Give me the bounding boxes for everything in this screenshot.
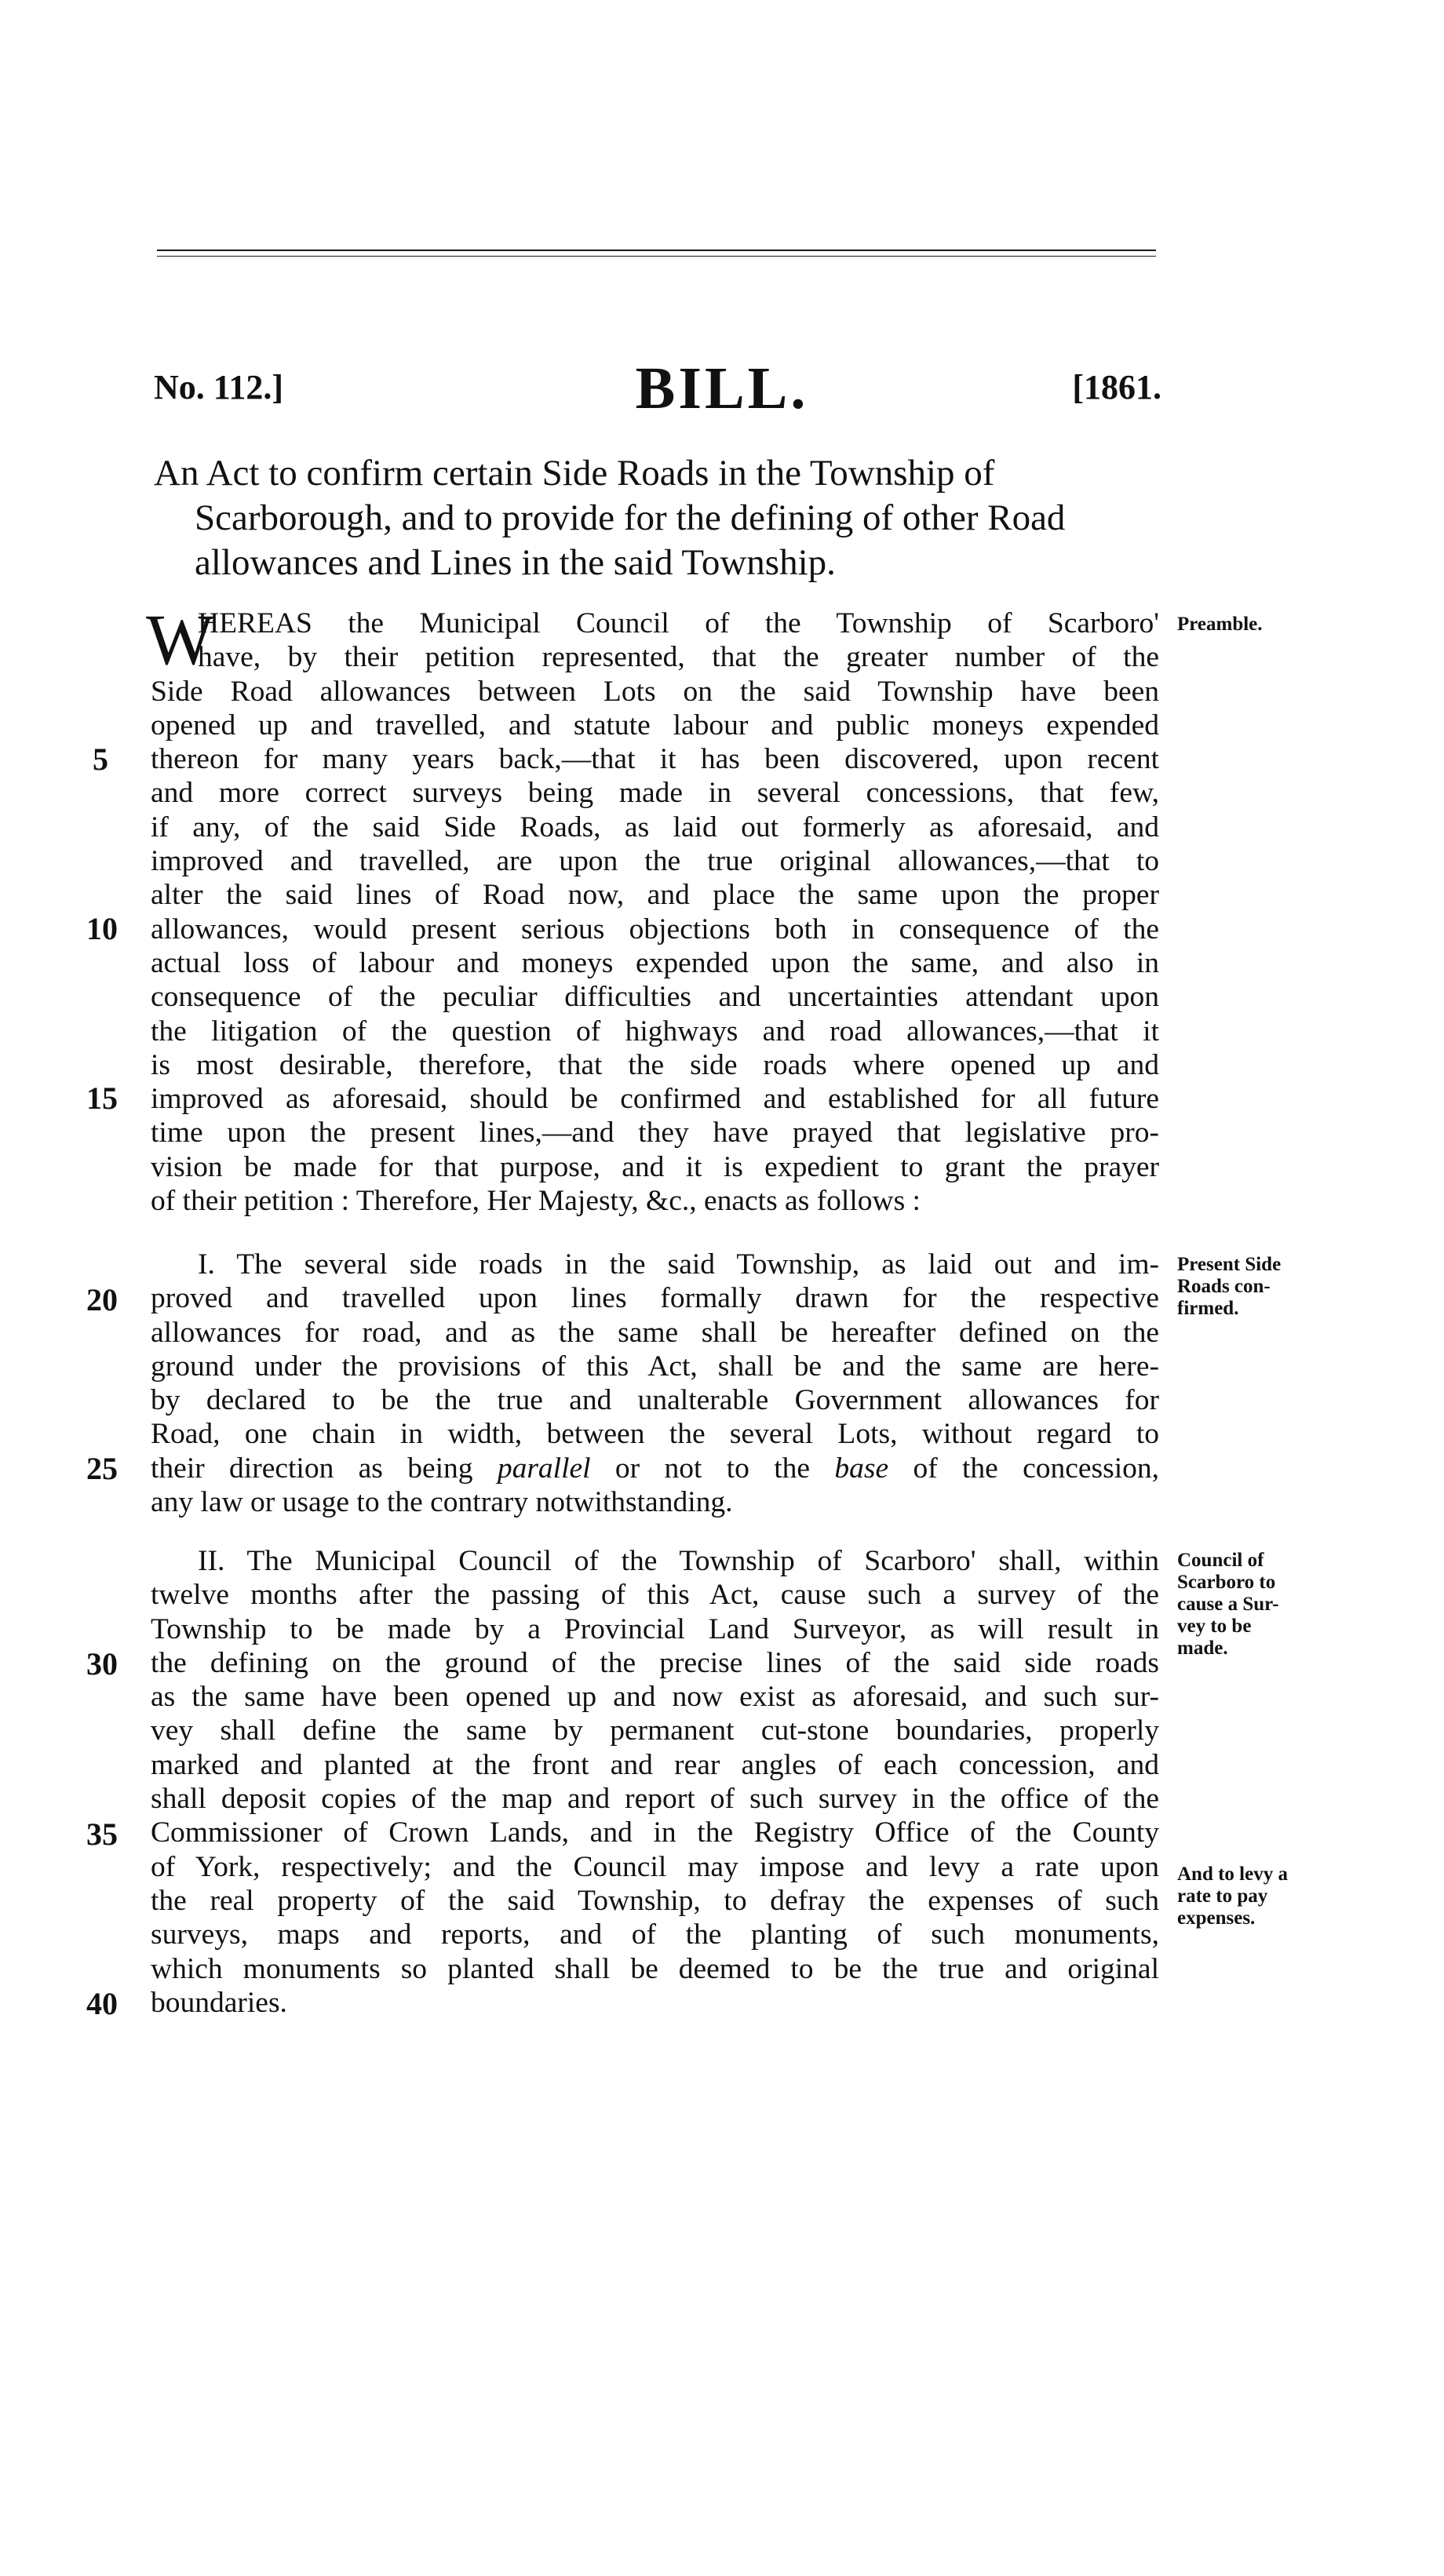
- preamble-line: time upon the present lines,—and they have prayed that legislative pro-: [151, 1117, 1159, 1150]
- section-1-text: their direction as being: [151, 1452, 473, 1485]
- marginal-note-line: expenses.: [1177, 1907, 1256, 1929]
- marginal-note-line: made.: [1177, 1638, 1228, 1659]
- section-2-line: the defining on the ground of the precise lines of the said side roads: [151, 1646, 1159, 1679]
- preamble-line: of their petition : Therefore, Her Majesty, &c., enacts as follows :: [151, 1185, 921, 1218]
- bill-year: [1861.: [1072, 368, 1161, 406]
- section-2-line: as the same have been opened up and now exist as aforesaid, and such sur-: [151, 1681, 1159, 1714]
- section-1-line-mixed: [151, 1452, 1159, 1485]
- bill-title: BILL.: [635, 355, 809, 421]
- section-1-text: of the concession,: [913, 1452, 1160, 1485]
- preamble-paragraph: [146, 599, 1159, 1218]
- section-1-line: by declared to be the true and unalterable Government allowances for: [151, 1384, 1159, 1417]
- preamble-line: and more correct surveys being made in several concessions, that few,: [151, 777, 1159, 810]
- section-2-line: vey shall define the same by permanent cut-stone boundaries, properly: [151, 1714, 1159, 1747]
- preamble-line: Side Road allowances between Lots on the said Township have been: [151, 675, 1159, 708]
- section-2-line: the real property of the said Township, to defray the expenses of such: [151, 1884, 1159, 1917]
- section-1-line: any law or usage to the contrary notwithstanding.: [151, 1486, 733, 1519]
- italic-word-parallel: parallel: [497, 1452, 591, 1485]
- preamble-line: vision be made for that purpose, and it is expedient to grant the prayer: [151, 1150, 1159, 1183]
- line-number-5: 5: [93, 741, 108, 777]
- preamble-line: improved as aforesaid, should be confirmed and established for all future: [151, 1083, 1159, 1116]
- section-1-line: ground under the provisions of this Act, shall be and the same are here-: [151, 1350, 1159, 1383]
- preamble-line: improved and travelled, are upon the true original allowances,—that to: [151, 845, 1159, 878]
- act-title-line: Scarborough, and to provide for the defining of other Road: [195, 497, 1066, 538]
- section-2-line: which monuments so planted shall be deemed to be the true and original: [151, 1952, 1159, 1985]
- section-1-text: or not to the: [614, 1452, 811, 1485]
- section-1-line: proved and travelled upon lines formally drawn for the respective: [151, 1282, 1159, 1315]
- marginal-note-council-survey: [1177, 1550, 1311, 1660]
- line-number-35: 35: [86, 1816, 118, 1852]
- act-title: [154, 451, 1166, 585]
- act-title-line: allowances and Lines in the said Township.: [195, 542, 836, 583]
- marginal-note-line: Preamble.: [1177, 614, 1263, 635]
- preamble-line: alter the said lines of Road now, and place the same upon the proper: [151, 879, 1159, 912]
- preamble-line: is most desirable, therefore, that the side roads where opened up and: [151, 1048, 1159, 1081]
- preamble-line: have, by their petition represented, that the greater number of the: [198, 641, 1159, 674]
- marginal-note-line: cause a Sur-: [1177, 1594, 1279, 1615]
- marginal-note-line: Scarboro to: [1177, 1572, 1276, 1593]
- dropcap-letter: W: [146, 599, 214, 680]
- section-2-line: Township to be made by a Provincial Land Surveyor, as will result in: [151, 1612, 1159, 1645]
- section-2-line: surveys, maps and reports, and of the planting of such monuments,: [151, 1918, 1159, 1951]
- section-2-line: boundaries.: [151, 1986, 287, 2019]
- section-1-paragraph: [151, 1248, 1159, 1519]
- marginal-note-line: Present Side: [1177, 1254, 1282, 1275]
- section-2-line: Commissioner of Crown Lands, and in the Registry Office of the County: [151, 1816, 1159, 1849]
- top-rule: [157, 250, 1156, 251]
- line-number-40: 40: [86, 1986, 118, 2021]
- act-title-line: An Act to confirm certain Side Roads in the Township of: [154, 453, 995, 494]
- line-number-25: 25: [86, 1451, 118, 1486]
- marginal-note-line: And to levy a: [1177, 1864, 1288, 1885]
- section-1-line: Road, one chain in width, between the several Lots, without regard to: [151, 1418, 1159, 1451]
- line-number-10: 10: [86, 911, 118, 946]
- marginal-note-levy-rate: [1177, 1864, 1311, 1929]
- preamble-line-text: HEREAS the Municipal Council of the Township of Scarboro': [198, 607, 1159, 639]
- top-rule-second: [157, 256, 1156, 257]
- marginal-note-line: Council of: [1177, 1550, 1264, 1571]
- preamble-line: thereon for many years back,—that it has been discovered, upon recent: [151, 743, 1159, 776]
- preamble-line: consequence of the peculiar difficulties and uncertainties attendant upon: [151, 981, 1159, 1014]
- section-2-line: of York, respectively; and the Council may impose and levy a rate upon: [151, 1850, 1159, 1883]
- marginal-note-line: Roads con-: [1177, 1276, 1271, 1297]
- preamble-line: the litigation of the question of highways and road allowances,—that it: [151, 1015, 1159, 1048]
- italic-word-base: base: [834, 1452, 889, 1485]
- preamble-line: allowances, would present serious objections both in consequence of the: [151, 913, 1159, 946]
- preamble-line: opened up and travelled, and statute labour and public moneys expended: [151, 709, 1159, 741]
- bill-number: No. 112.]: [154, 368, 283, 406]
- marginal-note-present-side-roads: [1177, 1254, 1311, 1320]
- section-2-line: marked and planted at the front and rear angles of each concession, and: [151, 1748, 1159, 1781]
- marginal-note-line: vey to be: [1177, 1616, 1252, 1637]
- section-1-line: allowances for road, and as the same shall be hereafter defined on the: [151, 1316, 1159, 1349]
- section-2-paragraph: [151, 1544, 1159, 2020]
- line-number-20: 20: [86, 1282, 118, 1317]
- marginal-note-line: rate to pay: [1177, 1886, 1268, 1907]
- section-2-line: shall deposit copies of the map and report of such survey in the office of the: [151, 1783, 1159, 1816]
- section-1-line: I. The several side roads in the said Township, as laid out and im-: [198, 1248, 1159, 1281]
- section-2-line: II. The Municipal Council of the Township of Scarboro' shall, within: [198, 1545, 1159, 1577]
- marginal-note-preamble: [1177, 614, 1311, 636]
- marginal-note-line: firmed.: [1177, 1298, 1239, 1319]
- preamble-line: actual loss of labour and moneys expended upon the same, and also in: [151, 946, 1159, 979]
- section-2-line: twelve months after the passing of this Act, cause such a survey of the: [151, 1579, 1159, 1612]
- line-number-15: 15: [86, 1080, 118, 1116]
- preamble-line: if any, of the said Side Roads, as laid out formerly as aforesaid, and: [151, 811, 1159, 843]
- line-number-30: 30: [86, 1646, 118, 1682]
